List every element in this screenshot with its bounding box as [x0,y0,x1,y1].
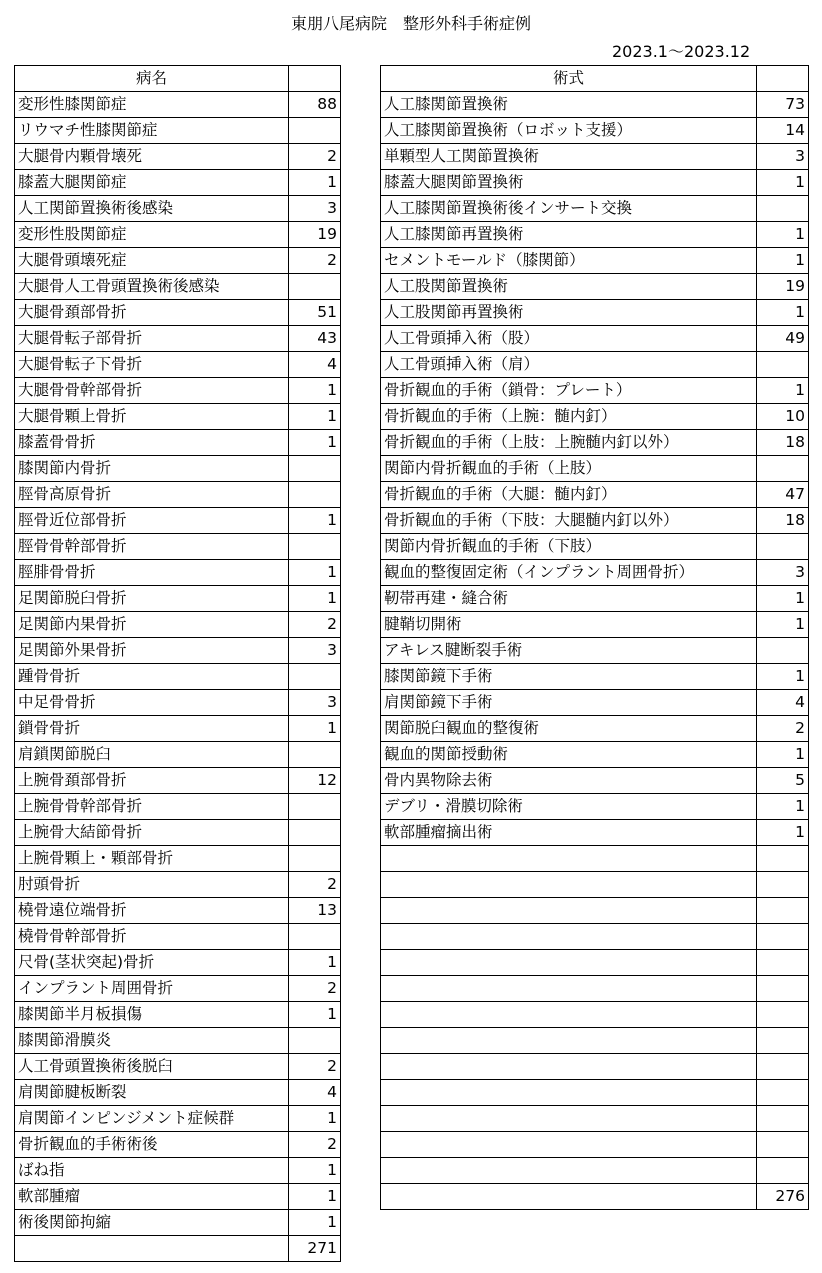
procedure-row [381,872,809,898]
diagnosis-row [15,222,341,248]
row-count: 1 [289,716,341,742]
row-label: 観血的整復固定術（インプラント周囲骨折） [381,560,757,586]
row-label: 骨折観血的手術（大腿：髄内釘） [381,482,757,508]
row-label: 足関節外果骨折 [15,638,289,664]
row-label: 肩関節腱板断裂 [15,1080,289,1106]
procedure-row [381,404,809,430]
row-label [381,1158,757,1184]
row-count: 1 [289,1210,341,1236]
diagnosis-row [15,768,341,794]
page-title: 東朋八尾病院 整形外科手術症例 [290,14,531,33]
row-count [757,1028,809,1054]
row-count: 1 [757,664,809,690]
diagnosis-row [15,534,341,560]
diagnosis-row [15,274,341,300]
row-count: 1 [757,742,809,768]
procedure-row [381,300,809,326]
row-label: 上腕骨頚部骨折 [15,768,289,794]
diagnosis-table-body [15,92,341,1262]
row-count: 2 [289,248,341,274]
row-label: 人工関節置換術後感染 [15,196,289,222]
row-label: 単顆型人工関節置換術 [381,144,757,170]
row-label: 肩鎖関節脱臼 [15,742,289,768]
row-count: 2 [289,976,341,1002]
row-label: 中足骨骨折 [15,690,289,716]
row-count: 13 [289,898,341,924]
procedure-row [381,144,809,170]
row-label: 膝関節半月板損傷 [15,1002,289,1028]
row-count: 1 [757,170,809,196]
row-label [381,1028,757,1054]
procedure-row [381,482,809,508]
diagnosis-row [15,1158,341,1184]
row-label: 大腿骨人工骨頭置換術後感染 [15,274,289,300]
row-count: 1 [757,222,809,248]
diagnosis-row [15,144,341,170]
row-count: 1 [289,560,341,586]
diagnosis-row [15,612,341,638]
procedure-row [381,92,809,118]
diagnosis-table [14,65,341,1262]
procedure-row [381,638,809,664]
diagnosis-row [15,404,341,430]
diagnosis-row [15,170,341,196]
row-label: 大腿骨骨幹部骨折 [15,378,289,404]
diagnosis-row [15,638,341,664]
row-count [289,1028,341,1054]
procedure-row [381,612,809,638]
row-count [757,976,809,1002]
diagnosis-row [15,430,341,456]
total-label [381,1184,757,1210]
row-label [381,1054,757,1080]
row-count: 1 [289,1158,341,1184]
procedure-row [381,690,809,716]
diagnosis-row [15,1210,341,1236]
row-count: 1 [757,820,809,846]
total-count: 271 [289,1236,341,1262]
row-count: 12 [289,768,341,794]
row-label: リウマチ性膝関節症 [15,118,289,144]
procedure-row [381,508,809,534]
row-count [757,456,809,482]
row-label: デブリ・滑膜切除術 [381,794,757,820]
row-label [381,1002,757,1028]
row-count [289,742,341,768]
row-count: 18 [757,508,809,534]
row-count: 3 [757,144,809,170]
procedure-row [381,794,809,820]
row-label: 骨折観血的手術術後 [15,1132,289,1158]
row-count: 2 [289,1132,341,1158]
row-count: 2 [289,1054,341,1080]
diagnosis-row [15,820,341,846]
row-label: 変形性膝関節症 [15,92,289,118]
diagnosis-row [15,352,341,378]
diagnosis-row [15,1054,341,1080]
row-count [757,924,809,950]
row-label: 大腿骨頭壊死症 [15,248,289,274]
row-count: 4 [289,352,341,378]
diagnosis-row [15,248,341,274]
row-label [381,1106,757,1132]
procedure-row [381,1106,809,1132]
procedure-row [381,560,809,586]
row-label: 大腿骨転子下骨折 [15,352,289,378]
row-count: 88 [289,92,341,118]
procedure-row [381,118,809,144]
diagnosis-row [15,1132,341,1158]
row-label [381,846,757,872]
row-count: 4 [289,1080,341,1106]
row-label [381,1132,757,1158]
row-count [757,1158,809,1184]
row-label: 人工膝関節置換術後インサート交換 [381,196,757,222]
row-count: 1 [289,170,341,196]
procedure-row [381,976,809,1002]
row-count: 3 [757,560,809,586]
row-label: 変形性股関節症 [15,222,289,248]
row-count [757,1002,809,1028]
procedure-header: 術式 [381,66,757,92]
row-label: 骨折観血的手術（上腕：髄内釘） [381,404,757,430]
row-count: 1 [757,248,809,274]
row-count: 5 [757,768,809,794]
row-count [289,846,341,872]
row-label: ばね指 [15,1158,289,1184]
period-range: 2023.1～2023.12 [612,42,751,61]
row-label: 人工膝関節置換術 [381,92,757,118]
procedure-row [381,1132,809,1158]
procedure-table [380,65,809,1210]
row-label: 大腿骨顆上骨折 [15,404,289,430]
diagnosis-row [15,1184,341,1210]
procedure-table-body [381,92,809,1210]
diagnosis-row [15,1080,341,1106]
diagnosis-row [15,690,341,716]
row-label: 骨折観血的手術（上肢：上腕髄内釘以外） [381,430,757,456]
row-label: 足関節内果骨折 [15,612,289,638]
diagnosis-row [15,664,341,690]
row-count: 2 [289,872,341,898]
row-count [289,664,341,690]
procedure-row [381,1028,809,1054]
row-label: 関節脱臼観血的整復術 [381,716,757,742]
row-label: 骨折観血的手術（鎖骨：プレート） [381,378,757,404]
row-label: 人工骨頭挿入術（肩） [381,352,757,378]
row-label: インプラント周囲骨折 [15,976,289,1002]
row-count: 2 [757,716,809,742]
row-label: 人工骨頭置換術後脱臼 [15,1054,289,1080]
diagnosis-row [15,196,341,222]
row-count: 49 [757,326,809,352]
row-label: 人工膝関節再置換術 [381,222,757,248]
procedure-row [381,430,809,456]
row-count: 1 [757,794,809,820]
row-label: アキレス腱断裂手術 [381,638,757,664]
row-count: 2 [289,612,341,638]
procedure-row [381,768,809,794]
row-count [757,1106,809,1132]
row-count [289,118,341,144]
count-header [757,66,809,92]
row-label: 肩関節インピンジメント症候群 [15,1106,289,1132]
row-count: 1 [289,586,341,612]
row-count [289,534,341,560]
procedure-row [381,1002,809,1028]
row-label: 脛骨高原骨折 [15,482,289,508]
diagnosis-row [15,560,341,586]
diagnosis-row [15,300,341,326]
row-count [757,872,809,898]
row-count [757,196,809,222]
procedure-row [381,742,809,768]
diagnosis-row [15,924,341,950]
row-count: 19 [757,274,809,300]
diagnosis-row [15,586,341,612]
row-label: 脛骨近位部骨折 [15,508,289,534]
row-count: 14 [757,118,809,144]
table-header-row [381,66,809,92]
diagnosis-row [15,846,341,872]
procedure-row [381,222,809,248]
row-count: 10 [757,404,809,430]
row-count: 3 [289,638,341,664]
total-row [381,1184,809,1210]
diagnosis-row [15,1002,341,1028]
row-label: 大腿骨転子部骨折 [15,326,289,352]
row-count: 1 [757,612,809,638]
row-label: 脛腓骨骨折 [15,560,289,586]
row-count [757,1054,809,1080]
row-label: 軟部腫瘤 [15,1184,289,1210]
row-count [757,950,809,976]
row-label: 上腕骨顆上・顆部骨折 [15,846,289,872]
row-label: 関節内骨折観血的手術（上肢） [381,456,757,482]
row-count: 73 [757,92,809,118]
procedure-row [381,846,809,872]
diagnosis-row [15,326,341,352]
row-count [289,456,341,482]
row-count [289,794,341,820]
procedure-row [381,196,809,222]
row-label: 靭帯再建・縫合術 [381,586,757,612]
total-count: 276 [757,1184,809,1210]
diagnosis-row [15,378,341,404]
row-label: 橈骨遠位端骨折 [15,898,289,924]
row-label: 人工股関節再置換術 [381,300,757,326]
row-label: 骨内異物除去術 [381,768,757,794]
diagnosis-row [15,742,341,768]
row-label: 膝関節内骨折 [15,456,289,482]
row-label: 肩関節鏡下手術 [381,690,757,716]
procedure-row [381,950,809,976]
row-count: 1 [289,1002,341,1028]
row-count: 4 [757,690,809,716]
row-count: 3 [289,196,341,222]
row-label: 鎖骨骨折 [15,716,289,742]
row-count: 1 [289,950,341,976]
diagnosis-row [15,794,341,820]
row-label: 尺骨(茎状突起)骨折 [15,950,289,976]
diagnosis-row [15,716,341,742]
row-label [381,976,757,1002]
row-label: 術後関節拘縮 [15,1210,289,1236]
diagnosis-row [15,92,341,118]
procedure-row [381,716,809,742]
procedure-row [381,534,809,560]
row-label: 膝関節滑膜炎 [15,1028,289,1054]
row-count [289,482,341,508]
row-count [757,638,809,664]
row-label: 橈骨骨幹部骨折 [15,924,289,950]
diagnosis-row [15,456,341,482]
diagnosis-row [15,508,341,534]
row-count: 43 [289,326,341,352]
row-label: 人工股関節置換術 [381,274,757,300]
row-count: 1 [757,586,809,612]
diagnosis-header: 病名 [15,66,289,92]
row-count: 1 [289,508,341,534]
table-header-row [15,66,341,92]
row-label: 人工骨頭挿入術（股） [381,326,757,352]
row-label: 肘頭骨折 [15,872,289,898]
row-label: 膝蓋骨骨折 [15,430,289,456]
procedure-row [381,274,809,300]
row-count [757,534,809,560]
row-count: 1 [289,430,341,456]
row-label: 足関節脱臼骨折 [15,586,289,612]
row-label: 関節内骨折観血的手術（下肢） [381,534,757,560]
row-count: 1 [289,378,341,404]
row-count [289,274,341,300]
row-count [289,820,341,846]
total-row [15,1236,341,1262]
total-label [15,1236,289,1262]
procedure-row [381,898,809,924]
row-count: 1 [289,1184,341,1210]
procedure-row [381,586,809,612]
row-count: 1 [289,404,341,430]
diagnosis-row [15,118,341,144]
row-count: 19 [289,222,341,248]
row-label [381,950,757,976]
row-label: 腱鞘切開術 [381,612,757,638]
count-header [289,66,341,92]
row-count [757,1132,809,1158]
diagnosis-row [15,482,341,508]
row-count [757,352,809,378]
procedure-row [381,924,809,950]
row-count: 47 [757,482,809,508]
row-label: 上腕骨大結節骨折 [15,820,289,846]
procedure-row [381,352,809,378]
row-label [381,924,757,950]
row-label: 軟部腫瘤摘出術 [381,820,757,846]
row-count: 51 [289,300,341,326]
row-count: 18 [757,430,809,456]
procedure-row [381,248,809,274]
row-label: 脛骨骨幹部骨折 [15,534,289,560]
row-label [381,1080,757,1106]
procedure-row [381,326,809,352]
row-label: 大腿骨頚部骨折 [15,300,289,326]
diagnosis-row [15,976,341,1002]
row-label: 骨折観血的手術（下肢：大腿髄内釘以外） [381,508,757,534]
row-count [757,1080,809,1106]
procedure-row [381,1158,809,1184]
row-count [757,898,809,924]
row-count: 3 [289,690,341,716]
row-label: 大腿骨内顆骨壊死 [15,144,289,170]
diagnosis-row [15,898,341,924]
row-label: 膝蓋大腿関節置換術 [381,170,757,196]
row-label [381,898,757,924]
procedure-row [381,170,809,196]
diagnosis-row [15,1028,341,1054]
procedure-row [381,456,809,482]
row-label: 観血的関節授動術 [381,742,757,768]
procedure-row [381,820,809,846]
procedure-row [381,1080,809,1106]
procedure-row [381,664,809,690]
row-label: セメントモールド（膝関節） [381,248,757,274]
row-label: 踵骨骨折 [15,664,289,690]
diagnosis-row [15,872,341,898]
diagnosis-row [15,1106,341,1132]
row-count: 1 [757,300,809,326]
row-label [381,872,757,898]
row-label: 上腕骨骨幹部骨折 [15,794,289,820]
row-count: 2 [289,144,341,170]
row-count: 1 [289,1106,341,1132]
row-label: 人工膝関節置換術（ロボット支援） [381,118,757,144]
procedure-row [381,1054,809,1080]
row-label: 膝関節鏡下手術 [381,664,757,690]
row-count [289,924,341,950]
row-count: 1 [757,378,809,404]
diagnosis-row [15,950,341,976]
row-label: 膝蓋大腿関節症 [15,170,289,196]
row-count [757,846,809,872]
procedure-row [381,378,809,404]
